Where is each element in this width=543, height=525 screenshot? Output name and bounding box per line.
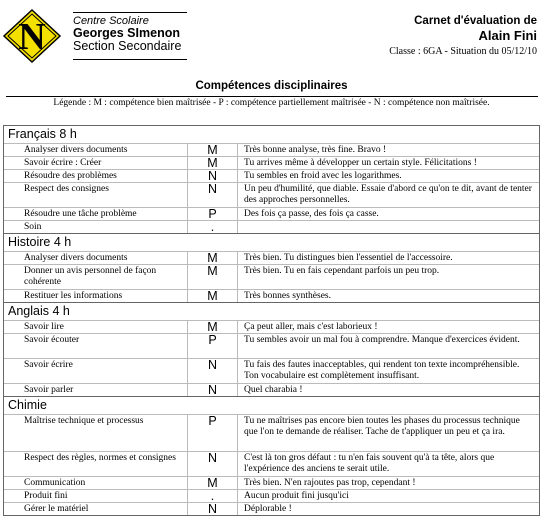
- competence-label: Communication: [4, 477, 188, 489]
- teacher-comment: Tu ne maîtrises pas encore bien toutes les phases du processus technique que l'on te demande de réaliser. Tache de t'appliquer un peu et ça ira.: [244, 416, 520, 437]
- competence-row: [4, 220, 539, 233]
- school-line-3: Section Secondaire: [73, 39, 182, 53]
- teacher-comment: Très bonnes synthèses.: [244, 291, 331, 301]
- competence-row: [4, 476, 539, 489]
- teacher-comment: Très bien. N'en rajoutes pas trop, cependant !: [244, 478, 416, 488]
- competence-row: [4, 358, 539, 383]
- competence-grade: N: [188, 384, 238, 396]
- competence-grade: M: [188, 321, 238, 333]
- competence-label: Savoir parler: [4, 384, 188, 396]
- competence-grade: M: [188, 477, 238, 489]
- competence-grade: M: [188, 144, 238, 156]
- competence-row: [4, 143, 539, 156]
- teacher-comment: Très bonne analyse, très fine. Bravo !: [244, 145, 387, 155]
- section-title-rule: [6, 96, 538, 97]
- competence-row: [4, 320, 539, 333]
- teacher-comment: Des fois ça passe, des fois ça casse.: [244, 209, 379, 219]
- school-name-block: [73, 15, 181, 53]
- competence-row: [4, 333, 539, 358]
- competence-grade: M: [188, 290, 238, 302]
- competence-row: [4, 156, 539, 169]
- competence-label: Savoir écrire: [4, 359, 188, 383]
- competence-grade: M: [188, 157, 238, 169]
- teacher-comment: Quel charabia !: [244, 385, 303, 395]
- logo-letter: N: [18, 16, 46, 58]
- competence-row: [4, 182, 539, 207]
- competence-row: [4, 289, 539, 302]
- competence-row: [4, 251, 539, 264]
- competence-grade: P: [188, 415, 238, 451]
- subject-header: Français 8 h: [8, 127, 77, 141]
- competence-label: Savoir écrire : Créer: [4, 157, 188, 169]
- competence-label: Respect des consignes: [4, 183, 188, 207]
- competence-grade: N: [188, 452, 238, 476]
- teacher-comment: Tu arrives même à développer un certain style. Félicitations !: [244, 158, 477, 168]
- teacher-comment: Très bien. Tu en fais cependant parfois un peu trop.: [244, 266, 440, 276]
- section-title: Compétences disciplinaires: [195, 80, 348, 92]
- competence-grade: .: [188, 490, 238, 502]
- competence-grade: .: [188, 221, 238, 233]
- teacher-comment: [238, 221, 539, 233]
- report-header: [389, 14, 537, 61]
- competence-label: Savoir lire: [4, 321, 188, 333]
- school-top-rule: [73, 12, 187, 13]
- competence-label: Résoudre des problèmes: [4, 170, 188, 182]
- competence-grade: N: [188, 503, 238, 515]
- teacher-comment: Déplorable !: [244, 504, 292, 514]
- student-name: Alain Fini: [478, 28, 537, 43]
- competence-label: Maîtrise technique et processus: [4, 415, 188, 451]
- competence-label: Produit fini: [4, 490, 188, 502]
- teacher-comment: Aucun produit fini jusqu'ici: [244, 491, 349, 501]
- competence-grade: M: [188, 265, 238, 289]
- subject-header: Anglais 4 h: [4, 302, 539, 320]
- legend: Légende : M : compétence bien maîtrisée - P : compétence partiellement maîtrisée - N : compétence non maîtrisée.: [53, 98, 490, 108]
- competence-row: [4, 383, 539, 396]
- competence-label: Analyser divers documents: [4, 252, 188, 264]
- school-line-2: Georges SImenon: [73, 26, 180, 40]
- subject-header: Histoire 4 h: [4, 233, 539, 251]
- report-title: Carnet d'évaluation de: [414, 15, 537, 27]
- competence-label: Respect des règles, normes et consignes: [4, 452, 188, 476]
- teacher-comment: Tu sembles en froid avec les logarithmes.: [244, 171, 402, 181]
- teacher-comment: Ça peut aller, mais c'est laborieux !: [244, 322, 378, 332]
- school-bottom-rule: [73, 59, 187, 60]
- competence-label: Savoir écouter: [4, 334, 188, 358]
- competence-label: Gérer le matériel: [4, 503, 188, 515]
- competence-row: [4, 207, 539, 220]
- competence-grade: P: [188, 208, 238, 220]
- competence-row: [4, 264, 539, 289]
- class-info: Classe : 6GA - Situation du 05/12/10: [389, 46, 537, 57]
- competence-row: [4, 489, 539, 502]
- competence-label: Soin: [4, 221, 188, 233]
- competence-row: [4, 451, 539, 476]
- teacher-comment: Un peu d'humilité, que diable. Essaie d'abord ce qu'on te dit, avant de tenter des approches personnelles.: [244, 184, 532, 205]
- competence-label: Restituer les informations: [4, 290, 188, 302]
- competence-row: [4, 169, 539, 182]
- competence-label: Analyser divers documents: [4, 144, 188, 156]
- teacher-comment: Tu fais des fautes inacceptables, qui rendent ton texte incompréhensible. Ton vocabulaire est complètement insuffisant.: [244, 360, 520, 381]
- teacher-comment: C'est là ton gros défaut : tu n'en fais souvent qu'à ta tête, alors que l'expérience des anciens te serait utile.: [244, 453, 495, 474]
- competence-grade: N: [188, 183, 238, 207]
- competence-table: [3, 125, 540, 516]
- school-line-1: Centre Scolaire: [73, 15, 149, 27]
- competence-grade: N: [188, 359, 238, 383]
- competence-row: [4, 414, 539, 451]
- competence-grade: M: [188, 252, 238, 264]
- competence-label: Donner un avis personnel de façon cohérente: [4, 265, 188, 289]
- competence-row: [4, 502, 539, 515]
- competence-grade: P: [188, 334, 238, 358]
- teacher-comment: Tu sembles avoir un mal fou à comprendre. Manque d'exercices évident.: [244, 335, 520, 345]
- subject-header: Chimie: [4, 396, 539, 414]
- competence-label: Résoudre une tâche problème: [4, 208, 188, 220]
- teacher-comment: Très bien. Tu distingues bien l'essentiel de l'accessoire.: [244, 253, 453, 263]
- school-logo: [2, 8, 62, 64]
- competence-grade: N: [188, 170, 238, 182]
